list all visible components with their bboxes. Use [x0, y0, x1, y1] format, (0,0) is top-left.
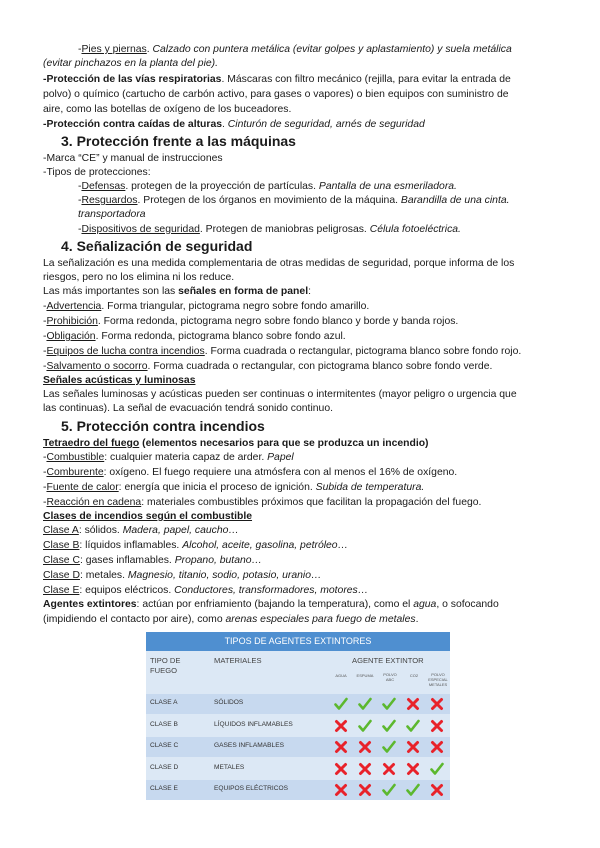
senal-item: -Equipos de lucha contra incendios. Forma cuadrada o rectangular, pictograma blanco sobre fondo rojo. — [43, 346, 522, 357]
agent-label: POLVO ESPECIAL METALES — [428, 672, 448, 687]
maq-line-1: -Marca “CE” y manual de instrucciones — [43, 153, 223, 164]
heading-senalizacion: 4. Señalización de seguridad — [61, 238, 253, 254]
cross-icon — [334, 740, 348, 754]
cross-icon — [334, 783, 348, 797]
senal-intro-1: La señalización es una medida complementaria de otras medidas de seguridad, porque informa de los — [43, 258, 515, 269]
col-tipo-2: FUEGO — [150, 666, 178, 675]
check-icon — [382, 783, 396, 797]
check-icon — [382, 740, 396, 754]
check-icon — [430, 762, 444, 776]
cell-material: METALES — [214, 763, 245, 771]
table-row — [146, 759, 450, 779]
cell-clase: CLASE C — [150, 742, 179, 749]
check-icon — [358, 719, 372, 733]
tetraedro-title: Tetraedro del fuego (elementos necesarios para que se produzca un incendio) — [43, 438, 429, 449]
defensas-line: -Defensas. protegen de la proyección de partículas. Pantalla de una esmeriladora. — [78, 181, 457, 192]
cross-icon — [430, 697, 444, 711]
cell-clase: CLASE B — [150, 720, 178, 728]
cross-icon — [358, 740, 372, 754]
check-icon — [406, 783, 420, 797]
check-icon — [382, 697, 396, 711]
resp-line-3: aire, como las botellas de oxígeno de los buceadores. — [43, 104, 292, 115]
table-row — [146, 694, 450, 714]
resp-line-1: -Protección de las vías respiratorias. Máscaras con filtro mecánico (rejilla, para evitar la entrada de — [43, 74, 511, 85]
table-title: TIPOS DE AGENTES EXTINTORES — [224, 636, 372, 646]
cell-clase: CLASE E — [150, 785, 178, 792]
cell-material: GASES INFLAMABLES — [214, 742, 284, 749]
col-materiales: MATERIALES — [214, 656, 262, 665]
senal-intro-2: riesgos, pero no los elimina ni los reduce. — [43, 272, 235, 283]
acusticas-line-1: Las señales luminosas y acústicas pueden ser continuas o intermitentes (mayor peligro o urgencia que — [43, 389, 517, 400]
heading-incendios: 5. Protección contra incendios — [61, 418, 265, 434]
heading-maquinas: 3. Protección frente a las máquinas — [61, 133, 296, 149]
clase-item: Clase B: líquidos inflamables. Alcohol, aceite, gasolina, petróleo… — [43, 540, 348, 551]
cell-clase: CLASE D — [150, 763, 179, 771]
cross-icon — [406, 762, 420, 776]
cell-material: EQUIPOS ELÉCTRICOS — [214, 785, 289, 792]
cross-icon — [430, 783, 444, 797]
resguardos-line-2: transportadora — [78, 209, 146, 220]
col-tipo-1: TIPO DE — [150, 656, 181, 665]
cell-clase: CLASE A — [150, 699, 178, 706]
check-icon — [382, 719, 396, 733]
agent-label: CO2 — [409, 673, 419, 678]
senal-item: -Salvamento o socorro. Forma cuadrada o rectangular, con pictograma blanco sobre fondo verde. — [43, 361, 493, 372]
fuego-item: -Fuente de calor: energía que inicia el proceso de ignición. Subida de temperatura. — [43, 482, 425, 493]
maq-line-2: -Tipos de protecciones: — [43, 167, 151, 178]
cross-icon — [406, 740, 420, 754]
fuego-item: -Reacción en cadena: materiales combustibles próximos que facilitan la propagación del fuego. — [43, 497, 482, 508]
cross-icon — [334, 762, 348, 776]
check-icon — [358, 697, 372, 711]
table-row — [146, 737, 450, 757]
extintores-table — [146, 632, 450, 796]
cell-material: SÓLIDOS — [214, 699, 244, 706]
table-row — [146, 780, 450, 800]
cross-icon — [358, 783, 372, 797]
acusticas-title: Señales acústicas y luminosas — [43, 375, 196, 386]
altura-line: -Protección contra caídas de alturas. Cinturón de seguridad, arnés de seguridad — [43, 119, 425, 130]
pies-line-2: (evitar pinchazos en la planta del pie). — [43, 58, 219, 69]
dispositivos-line: -Dispositivos de seguridad. Protegen de maniobras peligrosas. Célula fotoeléctrica. — [78, 224, 461, 235]
senal-item: -Prohibición. Forma redonda, pictograma negro sobre fondo blanco y borde y banda rojos. — [43, 316, 459, 327]
fuego-item: -Comburente: oxígeno. El fuego requiere una atmósfera con al menos el 16% de oxígeno. — [43, 467, 458, 478]
agent-label: AGUA — [335, 673, 347, 678]
fuego-item: -Combustible: cualquier materia capaz de arder. Papel — [43, 452, 294, 463]
table-row — [146, 716, 450, 736]
cross-icon — [406, 697, 420, 711]
resp-line-2: polvo) o químico (cartucho de carbón activo, para gases o vapores) o bien equipos con suministro de — [43, 89, 509, 100]
check-icon — [334, 697, 348, 711]
agentes-line-1: Agentes extintores: actúan por enfriamiento (bajando la temperatura), como el agua, o sofocando — [43, 599, 499, 610]
clase-item: Clase E: equipos eléctricos. Conductores, transformadores, motores… — [43, 585, 369, 596]
pies-line-1: -Pies y piernas. Calzado con puntera metálica (evitar golpes y aplastamiento) y suela metálica — [78, 44, 512, 55]
senal-item: -Advertencia. Forma triangular, pictograma negro sobre fondo amarillo. — [43, 301, 370, 312]
clase-item: Clase D: metales. Magnesio, titanio, sodio, potasio, uranio… — [43, 570, 322, 581]
cross-icon — [334, 719, 348, 733]
acusticas-line-2: las continuas). La señal de evacuación tendrá sonido continuo. — [43, 403, 333, 414]
cross-icon — [430, 740, 444, 754]
clase-item: Clase A: sólidos. Madera, papel, caucho… — [43, 525, 239, 536]
senal-item: -Obligación. Forma redonda, pictograma blanco sobre fondo azul. — [43, 331, 346, 342]
clase-item: Clase C: gases inflamables. Propano, butano… — [43, 555, 262, 566]
cross-icon — [382, 762, 396, 776]
cross-icon — [358, 762, 372, 776]
agent-label: POLVO ABC — [383, 672, 397, 682]
cross-icon — [430, 719, 444, 733]
clases-title: Clases de incendios según el combustible — [43, 511, 253, 522]
check-icon — [406, 719, 420, 733]
resguardos-line-1: -Resguardos. Protegen de los órganos en movimiento de la máquina. Barandilla de una cinta. — [78, 195, 510, 206]
table-header-bar — [146, 632, 450, 651]
agent-label: ESPUMA — [356, 673, 374, 678]
agentes-line-2: (impidiendo el contacto por aire), como arenas especiales para fuego de metales. — [43, 614, 419, 625]
col-agente: AGENTE EXTINTOR — [352, 656, 424, 665]
cell-material: LÍQUIDOS INFLAMABLES — [214, 720, 293, 728]
senal-panel-line: Las más importantes son las señales en forma de panel: — [43, 286, 311, 297]
